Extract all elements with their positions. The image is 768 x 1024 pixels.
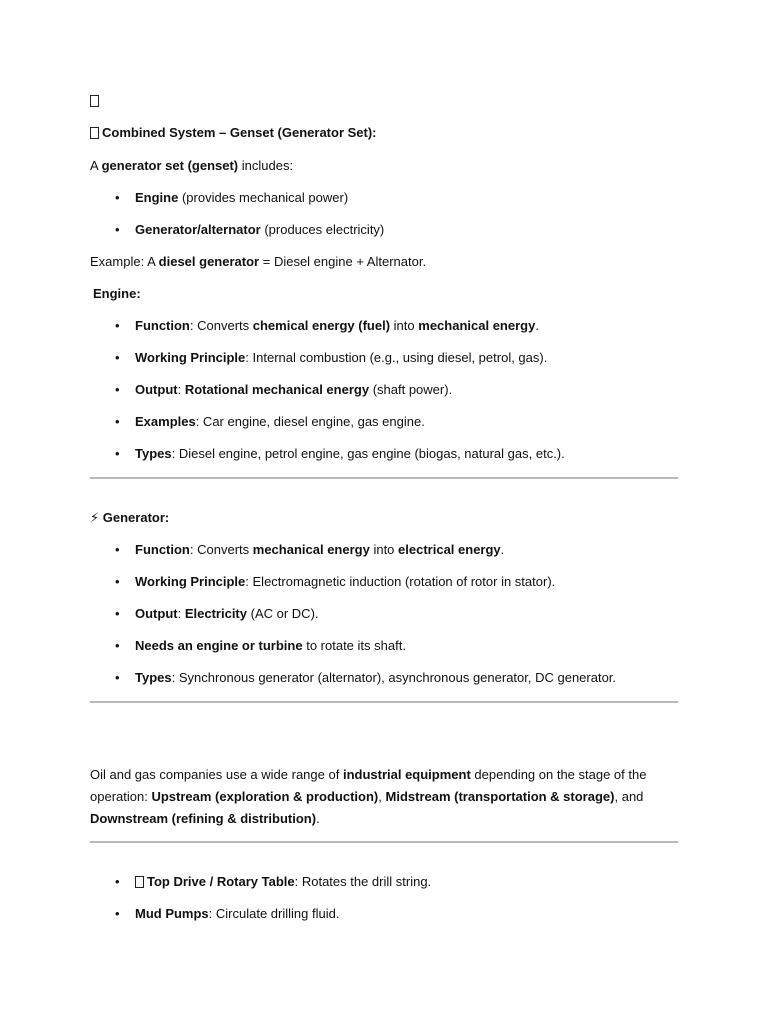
list-item: • Working Principle: Electromagnetic induction (rotation of rotor in stator).: [115, 574, 556, 589]
list-item: • Output: Electricity (AC or DC).: [115, 606, 319, 621]
list-item: • Working Principle: Internal combustion (e.g., using diesel, petrol, gas).: [115, 350, 548, 365]
list-item: • Function: Converts mechanical energy into electrical energy.: [115, 542, 505, 557]
bullet-icon: •: [115, 318, 120, 333]
list-item: • Examples: Car engine, diesel engine, gas engine.: [115, 414, 425, 429]
generator-heading: ⚡ Generator:: [90, 510, 170, 525]
oil-gas-paragraph: Oil and gas companies use a wide range of industrial equipment depending on the stage of the operation: Upstream (exploration & production), Midstream (transportation & storage), and Downstream (refining & distribution).: [90, 767, 647, 826]
divider: [90, 841, 678, 843]
list-item: • Output: Rotational mechanical energy (shaft power).: [115, 382, 453, 397]
bullet-icon: •: [115, 222, 120, 237]
list-item: • Types: Synchronous generator (alternator), asynchronous generator, DC generator.: [115, 670, 617, 685]
bullet-icon: •: [115, 670, 120, 685]
bullet-icon: •: [115, 446, 120, 461]
genset-intro: A generator set (genset) includes:: [90, 158, 294, 173]
missing-glyph-icon: [90, 92, 102, 110]
list-item: • Mud Pumps: Circulate drilling fluid.: [115, 906, 340, 921]
list-item: • Types: Diesel engine, petrol engine, gas engine (biogas, natural gas, etc.).: [115, 446, 565, 461]
bullet-icon: •: [115, 382, 120, 397]
list-item: • Engine (provides mechanical power): [115, 190, 349, 205]
list-item: • Needs an engine or turbine to rotate its shaft.: [115, 638, 406, 653]
bullet-icon: •: [115, 574, 120, 589]
list-item: • Generator/alternator (produces electricity): [115, 222, 385, 237]
bullet-icon: •: [115, 874, 120, 889]
missing-glyph-icon: [135, 876, 144, 888]
divider: [90, 701, 678, 703]
list-item: • Function: Converts chemical energy (fuel) into mechanical energy.: [115, 318, 539, 333]
genset-example: Example: A diesel generator = Diesel engine + Alternator.: [90, 254, 427, 269]
divider: [90, 477, 678, 479]
lightning-icon: ⚡: [90, 510, 100, 525]
engine-heading: Engine:: [93, 286, 141, 301]
bullet-icon: •: [115, 638, 120, 653]
list-item: • Top Drive / Rotary Table: Rotates the drill string.: [115, 874, 432, 889]
bullet-icon: •: [115, 906, 120, 921]
bullet-icon: •: [115, 606, 120, 621]
bullet-icon: •: [115, 190, 120, 205]
bullet-icon: •: [115, 350, 120, 365]
bullet-icon: •: [115, 414, 120, 429]
bullet-icon: •: [115, 542, 120, 557]
genset-heading: Combined System – Genset (Generator Set):: [90, 124, 377, 142]
missing-glyph-icon: [90, 127, 99, 139]
